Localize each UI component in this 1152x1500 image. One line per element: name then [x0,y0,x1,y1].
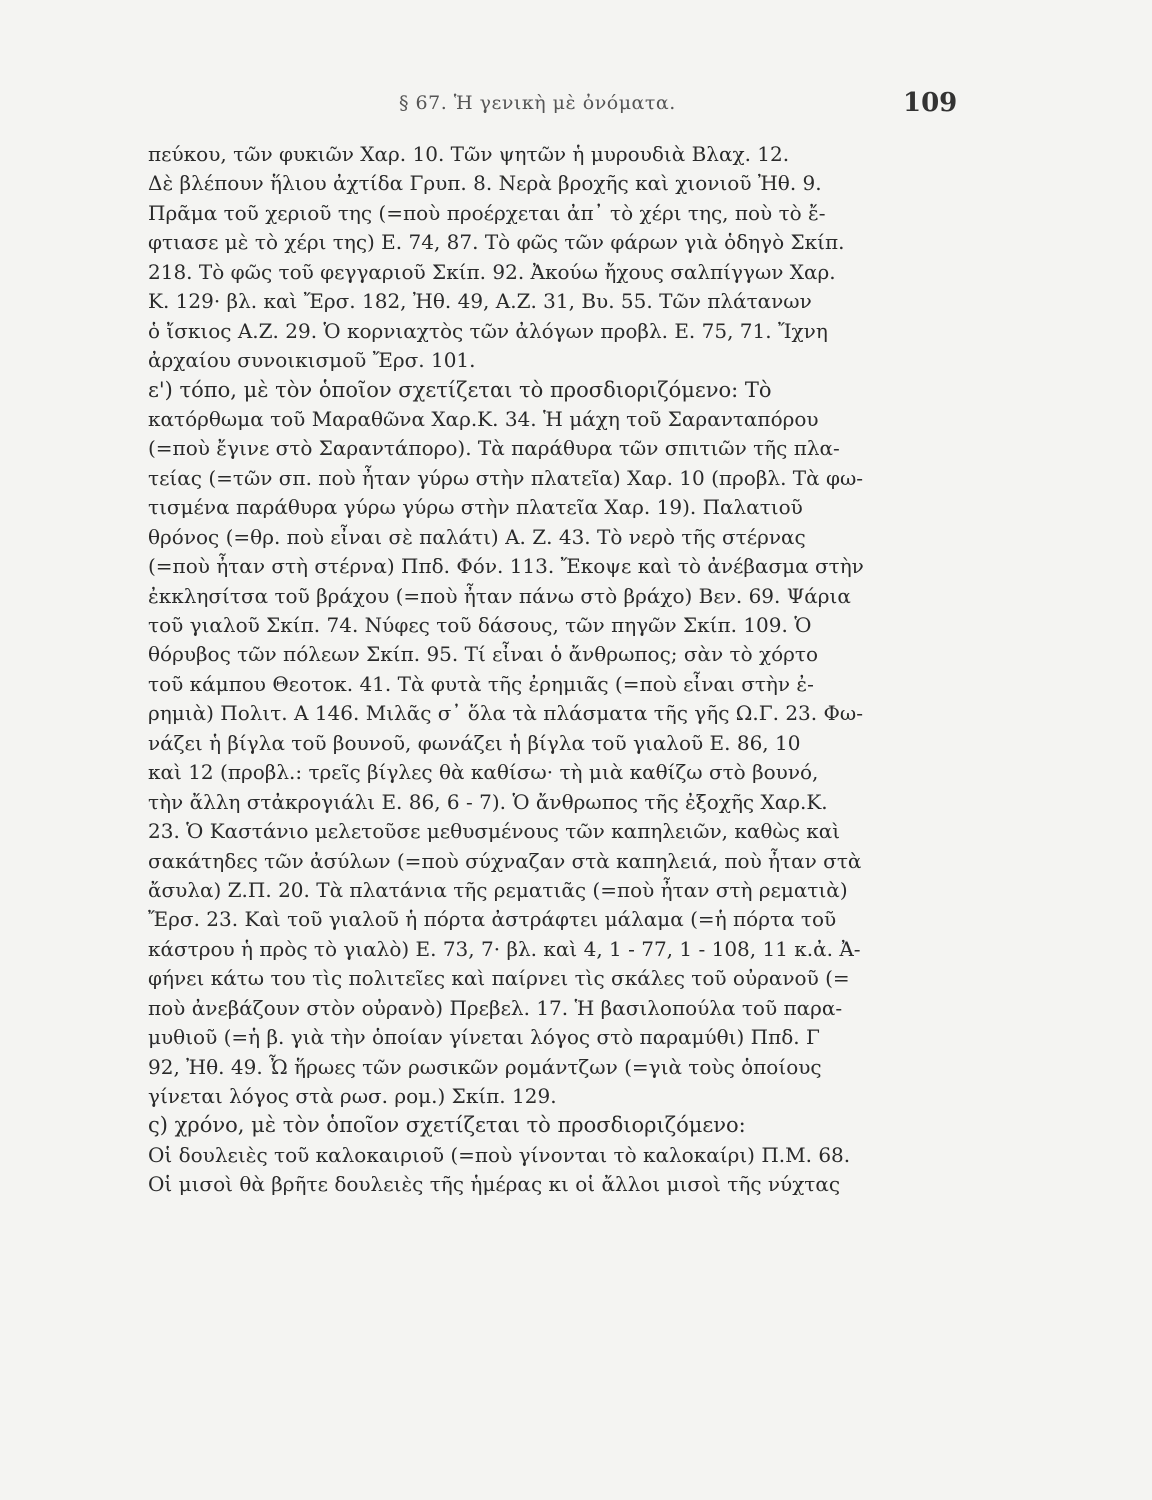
text-line: τὴν ἄλλη στἀκρογιάλι Ε. 86, 6 - 7). Ὁ ἄνθρωπος τῆς ἐξοχῆς Χαρ.Κ. [148,789,828,814]
body-text [148,140,948,1200]
page-header [0,88,1152,122]
section-heading-line: ε') τόπο, μὲ τὸν ὁποῖον σχετίζεται τὸ προσδιοριζόμενο: Τὸ [148,377,772,402]
text-line: τοῦ κάμπου Θεοτοκ. 41. Τὰ φυτὰ τῆς ἐρημιᾶς (=ποὺ εἶναι στὴν ἐ- [148,671,814,696]
text-line: γίνεται λόγος στὰ ρωσ. ρομ.) Σκίπ. 129. [148,1084,557,1108]
text-line: τισμένα παράθυρα γύρω γύρω στὴν πλατεῖα Χαρ. 19). Παλατιοῦ [148,495,803,520]
text-line: πεύκου, τῶν φυκιῶν Χαρ. 10. Τῶν ψητῶν ἡ μυρουδιὰ Βλαχ. 12. [148,142,790,166]
text-line: 218. Τὸ φῶς τοῦ φεγγαριοῦ Σκίπ. 92. Ἀκούω ἤχους σαλπίγγων Χαρ. [148,259,836,284]
text-line: Κ. 129· βλ. καὶ Ἔρσ. 182, Ἠθ. 49, Α.Ζ. 31, Βυ. 55. Τῶν πλάτανων [148,289,812,314]
page-number: 109 [903,88,958,118]
text-line: Οἱ μισοὶ θὰ βρῆτε δουλειὲς τῆς ἡμέρας κι οἱ ἄλλοι μισοὶ τῆς νύχτας [148,1172,841,1197]
text-line: (=ποὺ ἦταν στὴ στέρνα) Ππδ. Φόν. 113. Ἔκοψε καὶ τὸ ἀνέβασμα στὴν [148,554,864,579]
text-line: θρόνος (=θρ. ποὺ εἶναι σὲ παλάτι) Α. Ζ. 43. Τὸ νερὸ τῆς στέρνας [148,524,806,549]
text-line: ὁ ἴσκιος Α.Ζ. 29. Ὁ κορνιαχτὸς τῶν ἀλόγων προβλ. Ε. 75, 71. Ἴχνη [148,318,828,343]
text-line: νάζει ἡ βίγλα τοῦ βουνοῦ, φωνάζει ἡ βίγλα τοῦ γιαλοῦ Ε. 86, 10 [148,730,801,755]
text-line: ποὺ ἀνεβάζουν στὸν οὐρανὸ) Πρεβελ. 17. Ἡ βασιλοπούλα τοῦ παρα- [148,995,843,1020]
text-line: κάστρου ἡ πρὸς τὸ γιαλὸ) Ε. 73, 7· βλ. καὶ 4, 1 - 77, 1 - 108, 11 κ.ἀ. Ἀ- [148,936,861,961]
text-line: ἀρχαίου συνοικισμοῦ Ἔρσ. 101. [148,348,476,373]
text-line: Ἔρσ. 23. Καὶ τοῦ γιαλοῦ ἡ πόρτα ἀστράφτει μάλαμα (=ἡ πόρτα τοῦ [148,907,837,932]
text-line: ἐκκλησίτσα τοῦ βράχου (=ποὺ ἦταν πάνω στὸ βράχο) Βεν. 69. Ψάρια [148,583,851,608]
text-line: θόρυβος τῶν πόλεων Σκίπ. 95. Τί εἶναι ὁ ἄνθρωπος; σὰν τὸ χόρτο [148,642,819,667]
text-line: τοῦ γιαλοῦ Σκίπ. 74. Νύφες τοῦ δάσους, τῶν πηγῶν Σκίπ. 109. Ὁ [148,613,812,637]
text-line: 23. Ὁ Καστάνιο μελετοῦσε μεθυσμένους τῶν καπηλειῶν, καθὼς καὶ [148,819,841,844]
text-line: ἄσυλα) Ζ.Π. 20. Τὰ πλατάνια τῆς ρεματιᾶς (=ποὺ ἦταν στὴ ρεματιὰ) [148,877,848,902]
text-line: Δὲ βλέπουν ἥλιου ἀχτίδα Γρυπ. 8. Νερὰ βροχῆς καὶ χιονιοῦ Ἠθ. 9. [148,171,822,196]
text-line: Πρᾶμα τοῦ χεριοῦ της (=ποὺ προέρχεται ἀπ᾽ τὸ χέρι της, ποὺ τὸ ἔ- [148,200,826,225]
text-line: μυθιοῦ (=ἡ β. γιὰ τὴν ὁποίαν γίνεται λόγος στὸ παραμύθι) Ππδ. Γ [148,1025,820,1050]
text-line: 92, Ἠθ. 49. Ὦ ἥρωες τῶν ρωσικῶν ρομάντζων (=γιὰ τοὺς ὁποίους [148,1054,822,1079]
text-line: Οἱ δουλειὲς τοῦ καλοκαιριοῦ (=ποὺ γίνονται τὸ καλοκαίρι) Π.Μ. 68. [148,1142,851,1167]
text-line: φήνει κάτω του τὶς πολιτεῖες καὶ παίρνει τὶς σκάλες τοῦ οὐρανοῦ (= [148,966,850,991]
text-line: ρημιὰ) Πολιτ. Α 146. Μιλᾶς σ᾽ ὅλα τὰ πλάσματα τῆς γῆς Ω.Γ. 23. Φω- [148,701,863,726]
text-line: (=ποὺ ἔγινε στὸ Σαραντάπορο). Τὰ παράθυρα τῶν σπιτιῶν τῆς πλα- [148,436,840,461]
text-line: καὶ 12 (προβλ.: τρεῖς βίγλες θὰ καθίσω· τὴ μιὰ καθίζω στὸ βουνό, [148,760,819,785]
section-heading-line: ς) χρόνο, μὲ τὸν ὁποῖον σχετίζεται τὸ προσδιοριζόμενο: [148,1113,746,1138]
text-line: κατόρθωμα τοῦ Μαραθῶνα Χαρ.Κ. 34. Ἡ μάχη τοῦ Σαρανταπόρου [148,406,819,431]
text-line: σακάτηδες τῶν ἀσύλων (=ποὺ σύχναζαν στὰ καπηλειά, ποὺ ἦταν στὰ [148,848,862,873]
text-line: τείας (=τῶν σπ. ποὺ ἦταν γύρω στὴν πλατεῖα) Χαρ. 10 (προβλ. Τὰ φω- [148,465,864,490]
text-line: φτιασε μὲ τὸ χέρι της) Ε. 74, 87. Τὸ φῶς τῶν φάρων γιὰ ὁδηγὸ Σκίπ. [148,230,845,255]
running-title: § 67. Ἡ γενικὴ μὲ ὀνόματα. [399,92,676,114]
